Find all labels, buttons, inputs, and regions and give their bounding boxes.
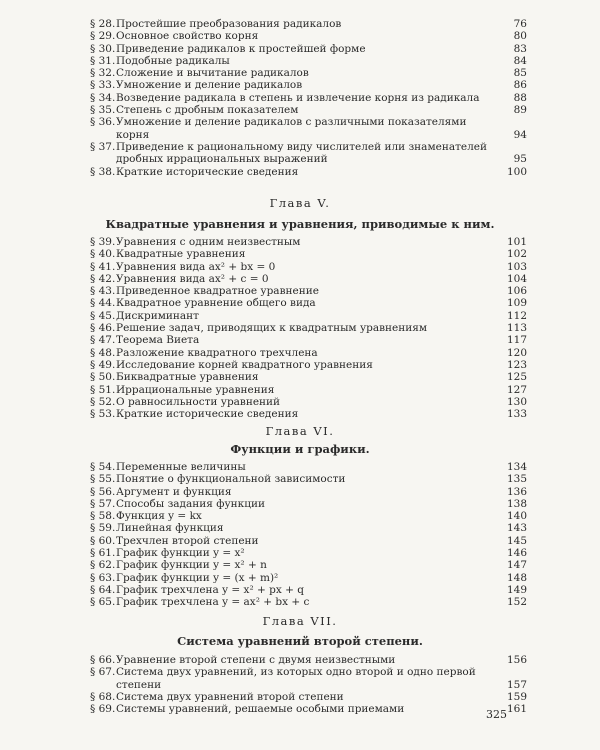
section-number: § 53. xyxy=(90,408,116,421)
page-ref: 157 xyxy=(506,678,527,691)
page-ref: 86 xyxy=(513,79,527,92)
toc-entry xyxy=(90,260,527,273)
section-title: Степень с дробным показателем xyxy=(116,104,299,117)
section-number: § 31. xyxy=(90,54,116,67)
chapter-7-subtitle: Система уравнений второй степени. xyxy=(177,634,423,648)
section-title: Уравнения с одним неизвестным xyxy=(116,236,301,248)
toc-entry xyxy=(90,346,527,359)
page-number: 325 xyxy=(486,708,507,721)
page-ref: 83 xyxy=(513,42,527,55)
section-number: § 46. xyxy=(90,322,116,335)
section-number: § 60. xyxy=(90,534,116,547)
section-title: Возведение радикала в степень и извлечение корня из радикала xyxy=(116,91,480,104)
toc-entry-title xyxy=(90,30,490,42)
toc-entry-title xyxy=(90,297,490,309)
section-title: Приведение радикалов к простейшей форме xyxy=(116,42,366,55)
page-ref: 106 xyxy=(506,285,527,298)
section-number: § 58. xyxy=(90,510,116,523)
page-ref: 133 xyxy=(506,408,527,421)
page-ref: 94 xyxy=(513,128,527,141)
section-number: § 65. xyxy=(90,596,116,609)
toc-entry-title xyxy=(90,691,490,703)
toc-entry-title xyxy=(90,347,490,359)
section-title: Дискриминант xyxy=(116,309,199,322)
section-number: § 33. xyxy=(90,79,116,92)
section-title: Переменные величины xyxy=(116,461,246,473)
section-title: Сложение и вычитание радикалов xyxy=(116,67,309,80)
section-title: Система двух уравнений второй степени xyxy=(116,690,344,703)
page-ref: 143 xyxy=(506,522,527,535)
section-number: § 54. xyxy=(90,461,116,473)
section-number: § 38. xyxy=(90,165,116,178)
section-number: § 67. xyxy=(90,666,116,679)
page-ref: 148 xyxy=(506,571,527,584)
toc-entry xyxy=(90,42,527,55)
page-ref: 145 xyxy=(506,534,527,547)
toc-entry-title xyxy=(90,116,490,141)
section-title: Аргумент и функция xyxy=(116,485,232,498)
page-ref: 130 xyxy=(506,395,527,408)
chapter-7-title: Глава VII. xyxy=(262,614,338,628)
section-number: § 34. xyxy=(90,91,116,104)
section-title: Понятие о функциональной зависимости xyxy=(116,473,346,486)
page-ref: 88 xyxy=(513,91,527,104)
page-ref: 161 xyxy=(506,703,527,716)
section-title: Квадратные уравнения xyxy=(116,248,246,261)
chapter-5-title: Глава V. xyxy=(269,196,331,210)
toc-entry-title xyxy=(90,92,490,104)
toc-entry-title xyxy=(90,261,490,273)
page-ref: 136 xyxy=(506,485,527,498)
toc-entry xyxy=(90,104,527,117)
toc-entry xyxy=(90,358,527,371)
toc-entry-title xyxy=(90,498,490,510)
toc-entry xyxy=(90,408,527,421)
toc-entry-title xyxy=(90,79,490,91)
page-ref: 140 xyxy=(506,510,527,523)
section-title: Теорема Виета xyxy=(116,334,200,347)
toc-entry xyxy=(90,334,527,347)
toc-entry xyxy=(90,91,527,104)
toc-entry-title xyxy=(90,334,490,346)
section-title: Функция y = kx xyxy=(116,510,202,523)
section-number: § 62. xyxy=(90,559,116,572)
page-ref: 159 xyxy=(506,690,527,703)
page-ref: 123 xyxy=(506,358,527,371)
toc-entry-title xyxy=(90,547,490,559)
section-title: Системы уравнений, решаемые особыми приемами xyxy=(116,703,405,716)
toc-entry-title xyxy=(90,236,490,248)
toc-entry xyxy=(90,140,527,166)
section-number: § 49. xyxy=(90,358,116,371)
section-title: График трехчлена y = x² + px + q xyxy=(116,583,304,596)
page-ref: 80 xyxy=(513,30,527,43)
section-title: Разложение квадратного трехчлена xyxy=(116,346,318,359)
section-title: Уравнение второй степени с двумя неизвестными xyxy=(116,654,396,666)
page-ref: 147 xyxy=(506,559,527,572)
section-title: Краткие исторические сведения xyxy=(116,165,299,178)
toc-entry xyxy=(90,322,527,335)
section-title: Иррациональные уравнения xyxy=(116,383,275,396)
section-title: Исследование корней квадратного уравнения xyxy=(116,358,373,371)
page-ref: 125 xyxy=(506,371,527,384)
section-title: Приведение к рациональному виду числителей или знаменателей дробных иррациональных выражений xyxy=(116,140,487,166)
section-title: Умножение и деление радикалов xyxy=(116,79,303,92)
toc-entry-title xyxy=(90,408,490,420)
toc-entry-title xyxy=(90,166,490,178)
toc-entry xyxy=(90,690,527,703)
toc-entry-title xyxy=(90,572,490,584)
section-number: § 59. xyxy=(90,522,116,535)
section-number: § 52. xyxy=(90,395,116,408)
toc-entry xyxy=(90,383,527,396)
toc-entry-title xyxy=(90,141,490,166)
section-title: Умножение и деление радикалов с различными показателями корня xyxy=(116,116,467,141)
chapter-6-title: Глава VI. xyxy=(265,424,335,438)
toc-block-chapter5 xyxy=(90,236,527,421)
page-ref: 85 xyxy=(513,67,527,80)
toc-entry xyxy=(90,534,527,547)
toc-entry xyxy=(90,461,527,473)
page-ref: 113 xyxy=(506,322,527,335)
page-ref: 76 xyxy=(513,18,527,30)
section-number: § 43. xyxy=(90,285,116,298)
toc-entry xyxy=(90,297,527,310)
toc-entry-title xyxy=(90,55,490,67)
section-number: § 42. xyxy=(90,272,116,285)
section-title: Приведенное квадратное уравнение xyxy=(116,285,319,298)
page-ref: 103 xyxy=(506,260,527,273)
section-number: § 41. xyxy=(90,260,116,273)
toc-entry-title xyxy=(90,273,490,285)
toc-entry-title xyxy=(90,359,490,371)
section-number: § 68. xyxy=(90,690,116,703)
section-title: График функции y = x² xyxy=(116,547,245,560)
section-title: График функции y = (x + m)² xyxy=(116,571,279,584)
toc-entry xyxy=(90,165,527,178)
section-number: § 61. xyxy=(90,547,116,560)
toc-entry-title xyxy=(90,703,490,715)
toc-block-chapter4-end xyxy=(90,18,527,178)
section-number: § 37. xyxy=(90,140,116,153)
section-number: § 39. xyxy=(90,236,116,248)
toc-entry xyxy=(90,272,527,285)
section-title: Биквадратные уравнения xyxy=(116,371,259,384)
toc-entry xyxy=(90,666,527,691)
page-ref: 109 xyxy=(506,297,527,310)
toc-entry-title xyxy=(90,43,490,55)
page-ref: 95 xyxy=(513,153,527,166)
toc-entry-title xyxy=(90,104,490,116)
page-ref: 149 xyxy=(506,583,527,596)
section-number: § 48. xyxy=(90,346,116,359)
toc-entry xyxy=(90,583,527,596)
toc-entry-title xyxy=(90,371,490,383)
chapter-6-subtitle: Функции и графики. xyxy=(230,442,370,456)
section-number: § 30. xyxy=(90,42,116,55)
toc-entry-title xyxy=(90,522,490,534)
chapter-5-subtitle: Квадратные уравнения и уравнения, приводимые к ним. xyxy=(105,217,495,231)
section-title: График функции y = x² + n xyxy=(116,559,267,572)
toc-entry-title xyxy=(90,18,490,30)
section-number: § 64. xyxy=(90,583,116,596)
section-number: § 55. xyxy=(90,473,116,486)
toc-entry xyxy=(90,654,527,666)
section-number: § 44. xyxy=(90,297,116,310)
page-ref: 146 xyxy=(506,547,527,560)
section-number: § 63. xyxy=(90,571,116,584)
toc-entry-title xyxy=(90,473,490,485)
section-number: § 57. xyxy=(90,497,116,510)
toc-entry xyxy=(90,473,527,486)
page-ref: 101 xyxy=(506,236,527,248)
toc-entry xyxy=(90,371,527,384)
toc-block-chapter6 xyxy=(90,461,527,609)
page-ref: 100 xyxy=(506,165,527,178)
section-number: § 66. xyxy=(90,654,116,666)
page-ref: 120 xyxy=(506,346,527,359)
section-title: Трехчлен второй степени xyxy=(116,534,259,547)
toc-entry xyxy=(90,54,527,67)
section-number: § 29. xyxy=(90,30,116,43)
toc-entry-title xyxy=(90,666,490,691)
toc-entry xyxy=(90,497,527,510)
section-number: § 36. xyxy=(90,116,116,129)
toc-entry xyxy=(90,248,527,261)
section-title: Система двух уравнений, из которых одно второй и одно первой степени xyxy=(116,666,476,691)
toc-entry xyxy=(90,67,527,80)
page-ref: 135 xyxy=(506,473,527,486)
section-title: Подобные радикалы xyxy=(116,54,230,67)
toc-entry-title xyxy=(90,486,490,498)
toc-entry-title xyxy=(90,67,490,79)
section-title: График трехчлена y = ax² + bx + c xyxy=(116,596,310,609)
section-number: § 47. xyxy=(90,334,116,347)
section-number: § 56. xyxy=(90,485,116,498)
toc-entry-title xyxy=(90,584,490,596)
section-number: § 50. xyxy=(90,371,116,384)
toc-entry-title xyxy=(90,596,490,608)
section-number: § 32. xyxy=(90,67,116,80)
page-ref: 152 xyxy=(506,596,527,609)
toc-entry xyxy=(90,30,527,43)
page-ref: 84 xyxy=(513,54,527,67)
section-title: Уравнения вида ax² + bx = 0 xyxy=(116,260,276,273)
page-ref: 102 xyxy=(506,248,527,261)
toc-entry-title xyxy=(90,285,490,297)
page-ref: 127 xyxy=(506,383,527,396)
toc-entry xyxy=(90,285,527,298)
section-title: Краткие исторические сведения xyxy=(116,408,299,421)
page-ref: 138 xyxy=(506,497,527,510)
section-title: Уравнения вида ax² + c = 0 xyxy=(116,272,269,285)
section-title: Основное свойство корня xyxy=(116,30,259,43)
section-title: О равносильности уравнений xyxy=(116,395,281,408)
toc-entry-title xyxy=(90,322,490,334)
toc-entry xyxy=(90,522,527,535)
toc-entry-title xyxy=(90,248,490,260)
page-ref: 134 xyxy=(506,461,527,473)
toc-entry xyxy=(90,571,527,584)
section-number: § 35. xyxy=(90,104,116,117)
toc-entry xyxy=(90,79,527,92)
page-ref: 156 xyxy=(506,654,527,666)
toc-entry xyxy=(90,510,527,523)
toc-entry xyxy=(90,559,527,572)
toc-entry xyxy=(90,236,527,248)
toc-entry xyxy=(90,395,527,408)
toc-entry xyxy=(90,547,527,560)
section-title: Простейшие преобразования радикалов xyxy=(116,18,342,30)
section-number: § 45. xyxy=(90,309,116,322)
section-title: Квадратное уравнение общего вида xyxy=(116,297,316,310)
toc-entry xyxy=(90,596,527,609)
toc-entry xyxy=(90,485,527,498)
section-number: § 28. xyxy=(90,18,116,30)
toc-entry-title xyxy=(90,396,490,408)
toc-entry-title xyxy=(90,510,490,522)
toc-entry-title xyxy=(90,310,490,322)
toc-entry-title xyxy=(90,535,490,547)
section-number: § 51. xyxy=(90,383,116,396)
page-ref: 104 xyxy=(506,272,527,285)
toc-entry xyxy=(90,309,527,322)
page-ref: 89 xyxy=(513,104,527,117)
toc-entry-title xyxy=(90,461,490,473)
toc-entry xyxy=(90,18,527,30)
section-number: § 40. xyxy=(90,248,116,261)
section-number: § 69. xyxy=(90,703,116,716)
toc-entry-title xyxy=(90,559,490,571)
toc-entry xyxy=(90,116,527,141)
toc-entry-title xyxy=(90,384,490,396)
page-ref: 112 xyxy=(506,309,527,322)
page-ref: 117 xyxy=(506,334,527,347)
section-title: Линейная функция xyxy=(116,522,224,535)
toc-entry-title xyxy=(90,654,490,666)
section-title: Способы задания функции xyxy=(116,497,265,510)
section-title: Решение задач, приводящих к квадратным уравнениям xyxy=(116,322,428,335)
